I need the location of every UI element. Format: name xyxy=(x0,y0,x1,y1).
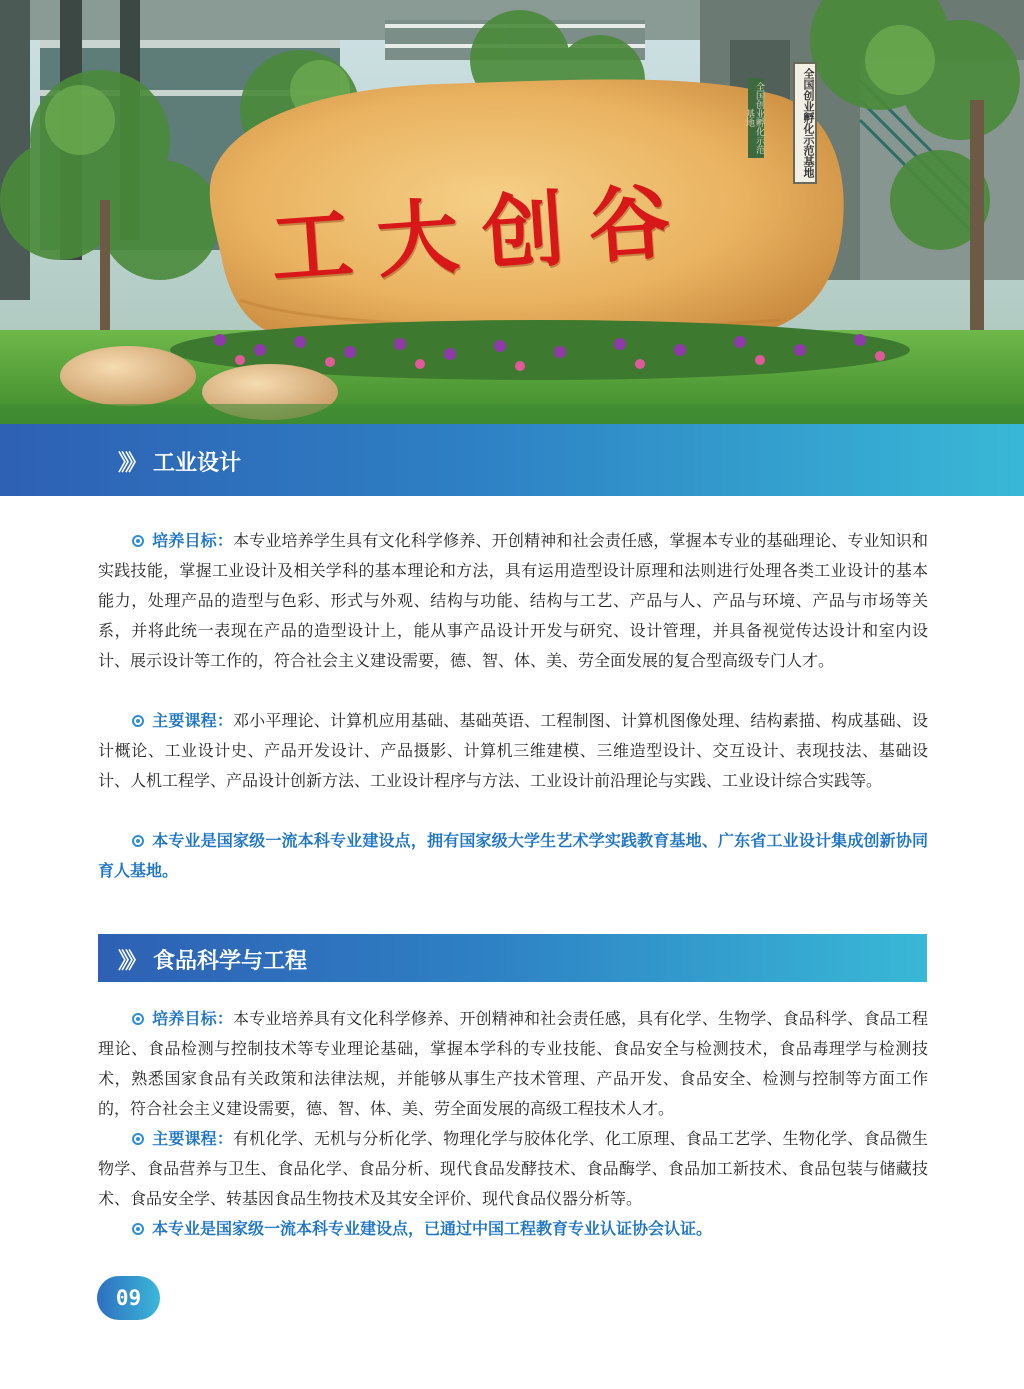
target-bullet-icon xyxy=(132,1013,144,1025)
courses-text: 有机化学、无机与分析化学、物理化学与胶体化学、化工原理、食品工艺学、生物化学、食品微生物学、食品营养与卫生、食品化学、食品分析、现代食品发酵技术、食品酶学、食品加工新技术、食品包装与储藏技术、食品安全学、转基因食品生物技术及其安全评价、现代食品仪器分析等。 xyxy=(98,1129,928,1208)
stone-inscription: 工大创谷 xyxy=(267,172,698,298)
side-sign: 全国创业孵化示范基地 xyxy=(748,78,764,158)
courses-label: 主要课程： xyxy=(152,1129,233,1148)
objective-paragraph xyxy=(98,1004,928,1124)
highlight-text: 本专业是国家级一流本科专业建设点，拥有国家级大学生艺术学实践教育基地、广东省工业设计集成创新协同育人基地。 xyxy=(98,831,928,880)
objective-label: 培养目标： xyxy=(152,1009,233,1028)
double-chevron-icon: 》》 xyxy=(118,949,144,974)
courses-paragraph xyxy=(98,706,928,796)
highlight-text: 本专业是国家级一流本科专业建设点，已通过中国工程教育专业认证协会认证。 xyxy=(152,1219,713,1238)
objective-text: 本专业培养具有文化科学修养、开创精神和社会责任感，具有化学、生物学、食品科学、食品工程理论、食品检测与控制技术等专业理论基础，掌握本学科的专业技能、食品安全与检测技术，食品毒理学与检测技术，熟悉国家食品有关政策和法律法规，并能够从事生产技术管理、产品开发、食品安全、检测与控制等方面工作的，符合社会主义建设需要，德、智、体、美、劳全面发展的高级工程技术人才。 xyxy=(98,1009,928,1118)
objective-text: 本专业培养学生具有文化科学修养、开创精神和社会责任感，掌握本专业的基础理论、专业知识和实践技能，掌握工业设计及相关学科的基本理论和方法，具有运用造型设计原理和法则进行处理各类工业设计的基本能力，处理产品的造型与色彩、形式与外观、结构与功能、结构与工艺、产品与人、产品与环境、产品与市场等关系，并将此统一表现在产品的造型设计上，能从事产品设计开发与研究、设计管理，并具备视觉传达设计和室内设计、展示设计等工作的，符合社会主义建设需要，德、智、体、美、劳全面发展的复合型高级专门人才。 xyxy=(98,531,928,670)
section-title-1 xyxy=(118,446,241,477)
objective-label: 培养目标： xyxy=(152,531,233,550)
section-title-text: 工业设计 xyxy=(153,451,242,476)
target-bullet-icon xyxy=(132,1133,144,1145)
courses-paragraph xyxy=(98,1124,928,1214)
target-bullet-icon xyxy=(132,835,144,847)
section-title-text: 食品科学与工程 xyxy=(153,949,308,974)
highlight-paragraph xyxy=(98,1214,928,1244)
hero-photo xyxy=(0,0,1024,424)
highlight-paragraph xyxy=(98,826,928,886)
courses-label: 主要课程： xyxy=(152,711,233,730)
double-chevron-icon: 》》 xyxy=(118,451,144,476)
section-title-2 xyxy=(118,944,307,975)
courses-text: 邓小平理论、计算机应用基础、基础英语、工程制图、计算机图像处理、结构素描、构成基础、设计概论、工业设计史、产品开发设计、产品摄影、计算机三维建模、三维造型设计、交互设计、表现技法、基础设计、人机工程学、产品设计创新方法、工业设计程序与方法、工业设计前沿理论与实践、工业设计综合实践等。 xyxy=(98,711,928,790)
page-number: 09 xyxy=(97,1276,160,1320)
target-bullet-icon xyxy=(132,715,144,727)
vertical-sign: 全国创业孵化示范基地 xyxy=(793,62,817,184)
target-bullet-icon xyxy=(132,1223,144,1235)
target-bullet-icon xyxy=(132,535,144,547)
objective-paragraph xyxy=(98,526,928,676)
